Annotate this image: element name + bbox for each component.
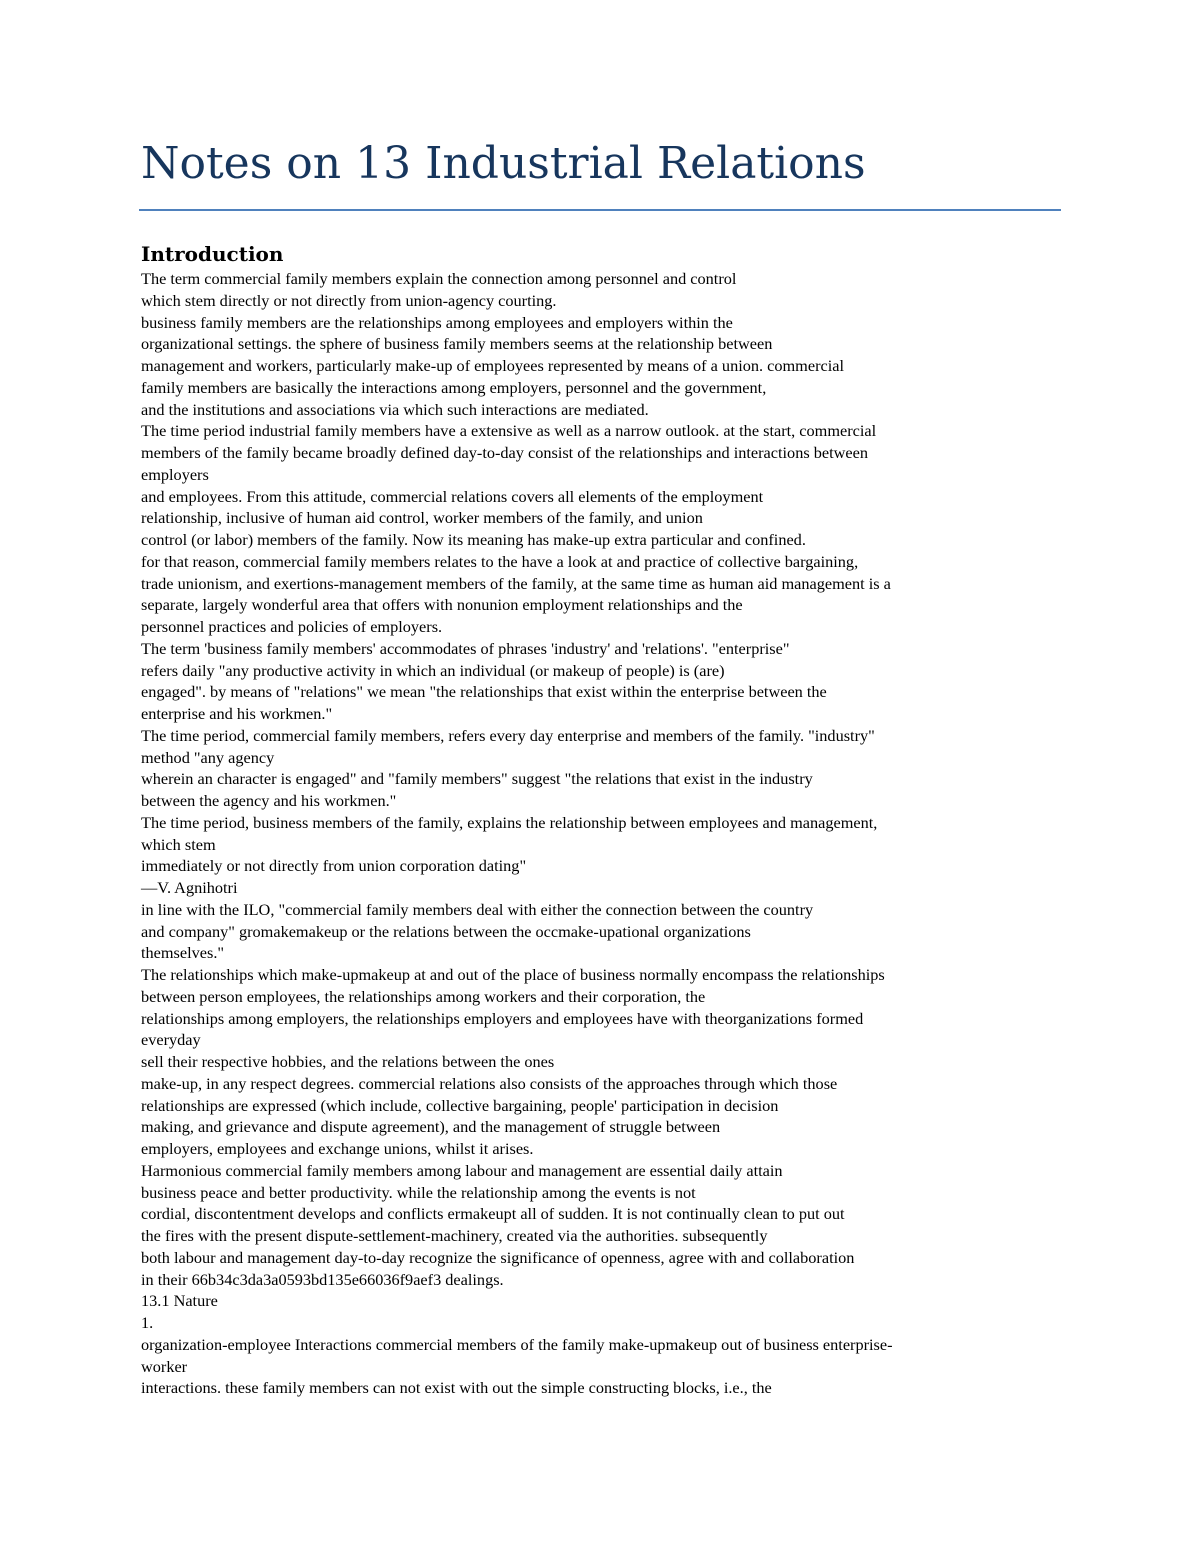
body-text-line: 13.1 Nature: [141, 1291, 218, 1311]
body-text-line: sell their respective hobbies, and the relations between the ones: [141, 1052, 555, 1071]
body-text-line: and the institutions and associations via which such interactions are mediated.: [141, 399, 649, 419]
body-text-line: in their 66b34c3da3a0593bd135e66036f9aef3 dealings.: [141, 1269, 504, 1289]
section-heading-introduction: Introduction: [141, 242, 284, 266]
body-text-line: immediately or not directly from union corporation dating": [141, 856, 527, 876]
body-text-line: worker: [141, 1356, 188, 1376]
body-text-line: Harmonious commercial family members among labour and management are essential daily attain: [141, 1160, 783, 1180]
body-text-line: method "any agency: [141, 747, 275, 767]
body-text-line: —V. Agnihotri: [141, 878, 238, 897]
title-underline-rule: [139, 209, 1061, 211]
body-text-line: relationships among employers, the relationships employers and employees have with theorganizations formed: [141, 1008, 864, 1028]
body-text-line: organizational settings. the sphere of business family members seems at the relationship between: [141, 334, 773, 354]
body-text-line: themselves.": [141, 943, 225, 963]
body-text-line: The time period, commercial family members, refers every day enterprise and members of the family. "industry": [141, 725, 875, 745]
body-text-line: both labour and management day-to-day recognize the significance of openness, agree with and collaboration: [141, 1247, 855, 1267]
body-text-line: for that reason, commercial family members relates to the have a look at and practice of collective bargaining,: [141, 551, 859, 571]
body-text-line: interactions. these family members can not exist with out the simple constructing blocks, i.e., the: [141, 1378, 772, 1398]
body-text-line: management and workers, particularly make-up of employees represented by means of a union. commercial: [141, 356, 844, 375]
body-text: [141, 268, 1071, 1399]
body-text-line: relationships are expressed (which include, collective bargaining, people' participation in decision: [141, 1095, 779, 1115]
body-text-line: make-up, in any respect degrees. commercial relations also consists of the approaches through which those: [141, 1073, 838, 1093]
body-text-line: and company" gromakemakeup or the relations between the occmake-upational organizations: [141, 921, 751, 941]
body-text-line: business peace and better productivity. while the relationship among the events is not: [141, 1182, 696, 1202]
body-text-line: everyday: [141, 1030, 201, 1050]
body-text-line: The time period, business members of the family, explains the relationship between employees and management,: [141, 812, 878, 832]
body-text-line: the fires with the present dispute-settlement-machinery, created via the authorities. subsequently: [141, 1226, 768, 1245]
body-text-line: enterprise and his workmen.": [141, 704, 333, 723]
body-text-line: The time period industrial family members have a extensive as well as a narrow outlook. at the start, commercial: [141, 421, 877, 441]
body-text-line: The term commercial family members explain the connection among personnel and control: [141, 269, 737, 288]
body-text-line: and employees. From this attitude, commercial relations covers all elements of the employment: [141, 486, 764, 506]
body-text-line: organization-employee Interactions commercial members of the family make-upmakeup out of business enterprise-: [141, 1334, 893, 1354]
body-text-line: The relationships which make-upmakeup at and out of the place of business normally encompass the relationships: [141, 965, 885, 984]
body-text-line: between person employees, the relationships among workers and their corporation, the: [141, 986, 706, 1006]
body-text-line: wherein an character is engaged" and "family members" suggest "the relations that exist in the industry: [141, 769, 813, 789]
body-text-line: which stem: [141, 834, 216, 854]
body-text-line: employers: [141, 464, 209, 484]
body-text-line: trade unionism, and exertions-management members of the family, at the same time as human aid management is a: [141, 573, 891, 593]
document-title: Notes on 13 Industrial Relations: [141, 138, 866, 189]
body-text-line: family members are basically the interactions among employers, personnel and the government,: [141, 377, 767, 397]
body-text-line: personnel practices and policies of employers.: [141, 617, 443, 636]
body-text-line: which stem directly or not directly from union-agency courting.: [141, 290, 557, 310]
body-text-line: 1.: [141, 1313, 154, 1332]
body-text-line: in line with the ILO, "commercial family members deal with either the connection between the country: [141, 899, 814, 919]
body-text-line: control (or labor) members of the family. Now its meaning has make-up extra particular and confined.: [141, 530, 806, 549]
body-text-line: employers, employees and exchange unions, whilst it arises.: [141, 1139, 534, 1158]
body-text-line: business family members are the relationships among employees and employers within the: [141, 312, 733, 332]
body-text-line: relationship, inclusive of human aid control, worker members of the family, and union: [141, 508, 703, 528]
body-text-line: separate, largely wonderful area that offers with nonunion employment relationships and the: [141, 595, 743, 615]
body-text-line: refers daily "any productive activity in which an individual (or makeup of people) is (are): [141, 660, 725, 680]
body-text-line: between the agency and his workmen.": [141, 791, 397, 810]
body-text-line: engaged". by means of "relations" we mean "the relationships that exist within the enterprise between the: [141, 682, 827, 702]
body-text-line: making, and grievance and dispute agreement), and the management of struggle between: [141, 1117, 721, 1137]
body-text-line: members of the family became broadly defined day-to-day consist of the relationships and interactions between: [141, 443, 868, 462]
body-text-line: cordial, discontentment develops and conflicts ermakeupt all of sudden. It is not continually clean to put out: [141, 1204, 845, 1224]
body-text-line: The term 'business family members' accommodates of phrases 'industry' and 'relations'. "enterprise": [141, 638, 790, 658]
